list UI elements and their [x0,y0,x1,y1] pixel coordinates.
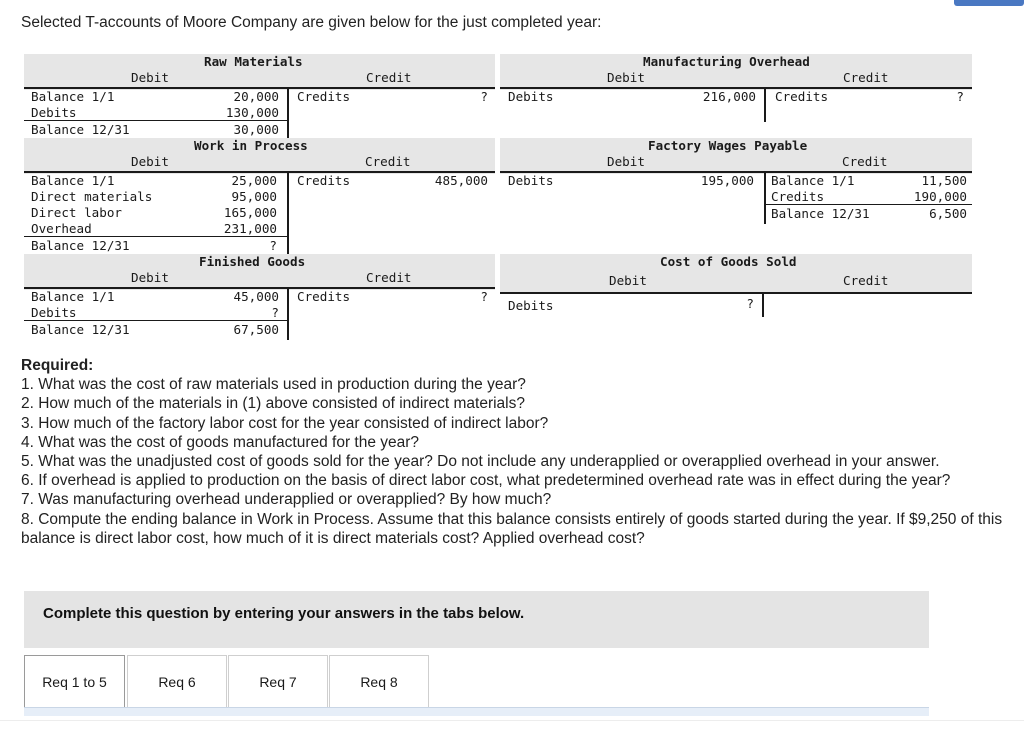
t-account-factory-wages-payable [500,138,972,224]
t-account-title: Manufacturing Overhead [643,54,810,69]
t-vertical-line [764,172,766,224]
credit-value: ? [956,89,964,104]
debit-value: 20,000 [233,89,279,104]
credit-value: 485,000 [434,173,488,188]
tab-panel-top [24,707,929,716]
t-account-title: Cost of Goods Sold [660,254,797,269]
intro-text: Selected T-accounts of Moore Company are given below for the just completed year: [21,14,602,31]
tab-req-6[interactable]: Req 6 [127,655,227,707]
credit-value: 6,500 [929,206,967,221]
credit-header: Credit [843,70,889,85]
t-account-raw-materials [24,54,495,138]
tab-req-1-to-5[interactable]: Req 1 to 5 [24,655,125,707]
required-item: 8. Compute the ending balance in Work in Process. Assume that this balance consists entirely of goods started during the year. If $9,250 of this balance is direct labor cost, how much of it is direct materials cost? Applied overhead cost? [21,510,1003,547]
required-item: 1. What was the cost of raw materials used in production during the year? [21,376,526,394]
debit-value: 231,000 [223,221,277,236]
debit-header: Debit [131,270,169,285]
row-label: Balance 12/31 [31,238,130,253]
debit-header: Debit [131,70,169,85]
credit-value: ? [480,289,488,304]
debit-label: Debits [508,298,554,313]
credit-value: 11,500 [921,173,967,188]
credit-value: ? [480,89,488,104]
required-title: Required: [21,357,94,374]
row-label: Balance 12/31 [31,322,130,337]
credit-header: Credit [365,154,411,169]
t-account-title: Work in Process [194,138,308,153]
t-vertical-line [287,88,289,138]
required-item: 5. What was the unadjusted cost of goods sold for the year? Do not include any underapplied or overapplied overhead in your answer. [21,453,940,471]
debit-value: ? [271,305,279,320]
debit-value: 67,500 [233,322,279,337]
debit-value: ? [746,296,754,311]
debit-label: Debits [508,89,554,104]
debit-value: 216,000 [702,89,756,104]
row-label: Debits [31,305,77,320]
credit-header: Credit [842,154,888,169]
required-item: 6. If overhead is applied to production on the basis of direct labor cost, what predetermined overhead rate was in effect during the year? [21,472,951,490]
corner-tab-indicator [954,0,1024,6]
tab-req-7[interactable]: Req 7 [228,655,328,707]
t-vertical-line [287,172,289,254]
credit-label: Credits [297,289,351,304]
t-account-work-in-process [24,138,495,254]
credit-row-label: Credits [771,189,825,204]
row-label: Balance 1/1 [31,173,115,188]
t-account-title: Finished Goods [199,254,306,269]
credit-label: Credits [297,89,351,104]
debit-value: 165,000 [223,205,277,220]
required-section [21,356,1021,548]
debit-value: 45,000 [233,289,279,304]
credit-row-label: Balance 1/1 [771,173,855,188]
row-label: Balance 1/1 [31,289,115,304]
credit-header: Credit [366,70,412,85]
debit-header: Debit [131,154,169,169]
credit-label: Credits [297,173,351,188]
instruction-text: Complete this question by entering your answers in the tabs below. [43,605,525,622]
t-account-finished-goods [24,254,495,340]
required-item: 4. What was the cost of goods manufactured for the year? [21,433,420,451]
debit-header: Debit [609,273,647,288]
credit-header: Credit [843,273,889,288]
credit-label: Credits [775,89,829,104]
t-account-manufacturing-overhead [500,54,972,124]
row-label: Balance 1/1 [31,89,115,104]
debit-label: Debits [508,173,554,188]
bottom-strip [0,720,1024,732]
debit-value: 25,000 [231,173,277,188]
debit-value: 130,000 [225,105,279,120]
debit-value: 95,000 [231,189,277,204]
t-account-title: Factory Wages Payable [648,138,808,153]
t-account-title: Raw Materials [204,54,303,69]
credit-value: 190,000 [913,189,967,204]
t-vertical-line [762,293,764,317]
t-horizontal-line [500,292,972,294]
row-label: Balance 12/31 [31,122,130,137]
debit-header: Debit [607,154,645,169]
debit-value: ? [269,238,277,253]
required-item: 3. How much of the factory labor cost for the year consisted of indirect labor? [21,414,549,432]
t-account-cost-of-goods-sold [500,254,972,318]
required-item: 7. Was manufacturing overhead underapplied or overapplied? By how much? [21,491,552,509]
row-label: Direct labor [31,205,122,220]
instruction-bar [24,591,929,648]
credit-header: Credit [366,270,412,285]
required-item: 2. How much of the materials in (1) above consisted of indirect materials? [21,395,525,413]
row-label: Debits [31,105,77,120]
debit-value: 195,000 [700,173,754,188]
t-vertical-line [764,88,766,122]
debit-header: Debit [607,70,645,85]
t-vertical-line [287,288,289,340]
credit-row-label: Balance 12/31 [771,206,870,221]
tab-req-8[interactable]: Req 8 [329,655,429,707]
debit-value: 30,000 [233,122,279,137]
row-label: Overhead [31,221,92,236]
row-label: Direct materials [31,189,153,204]
